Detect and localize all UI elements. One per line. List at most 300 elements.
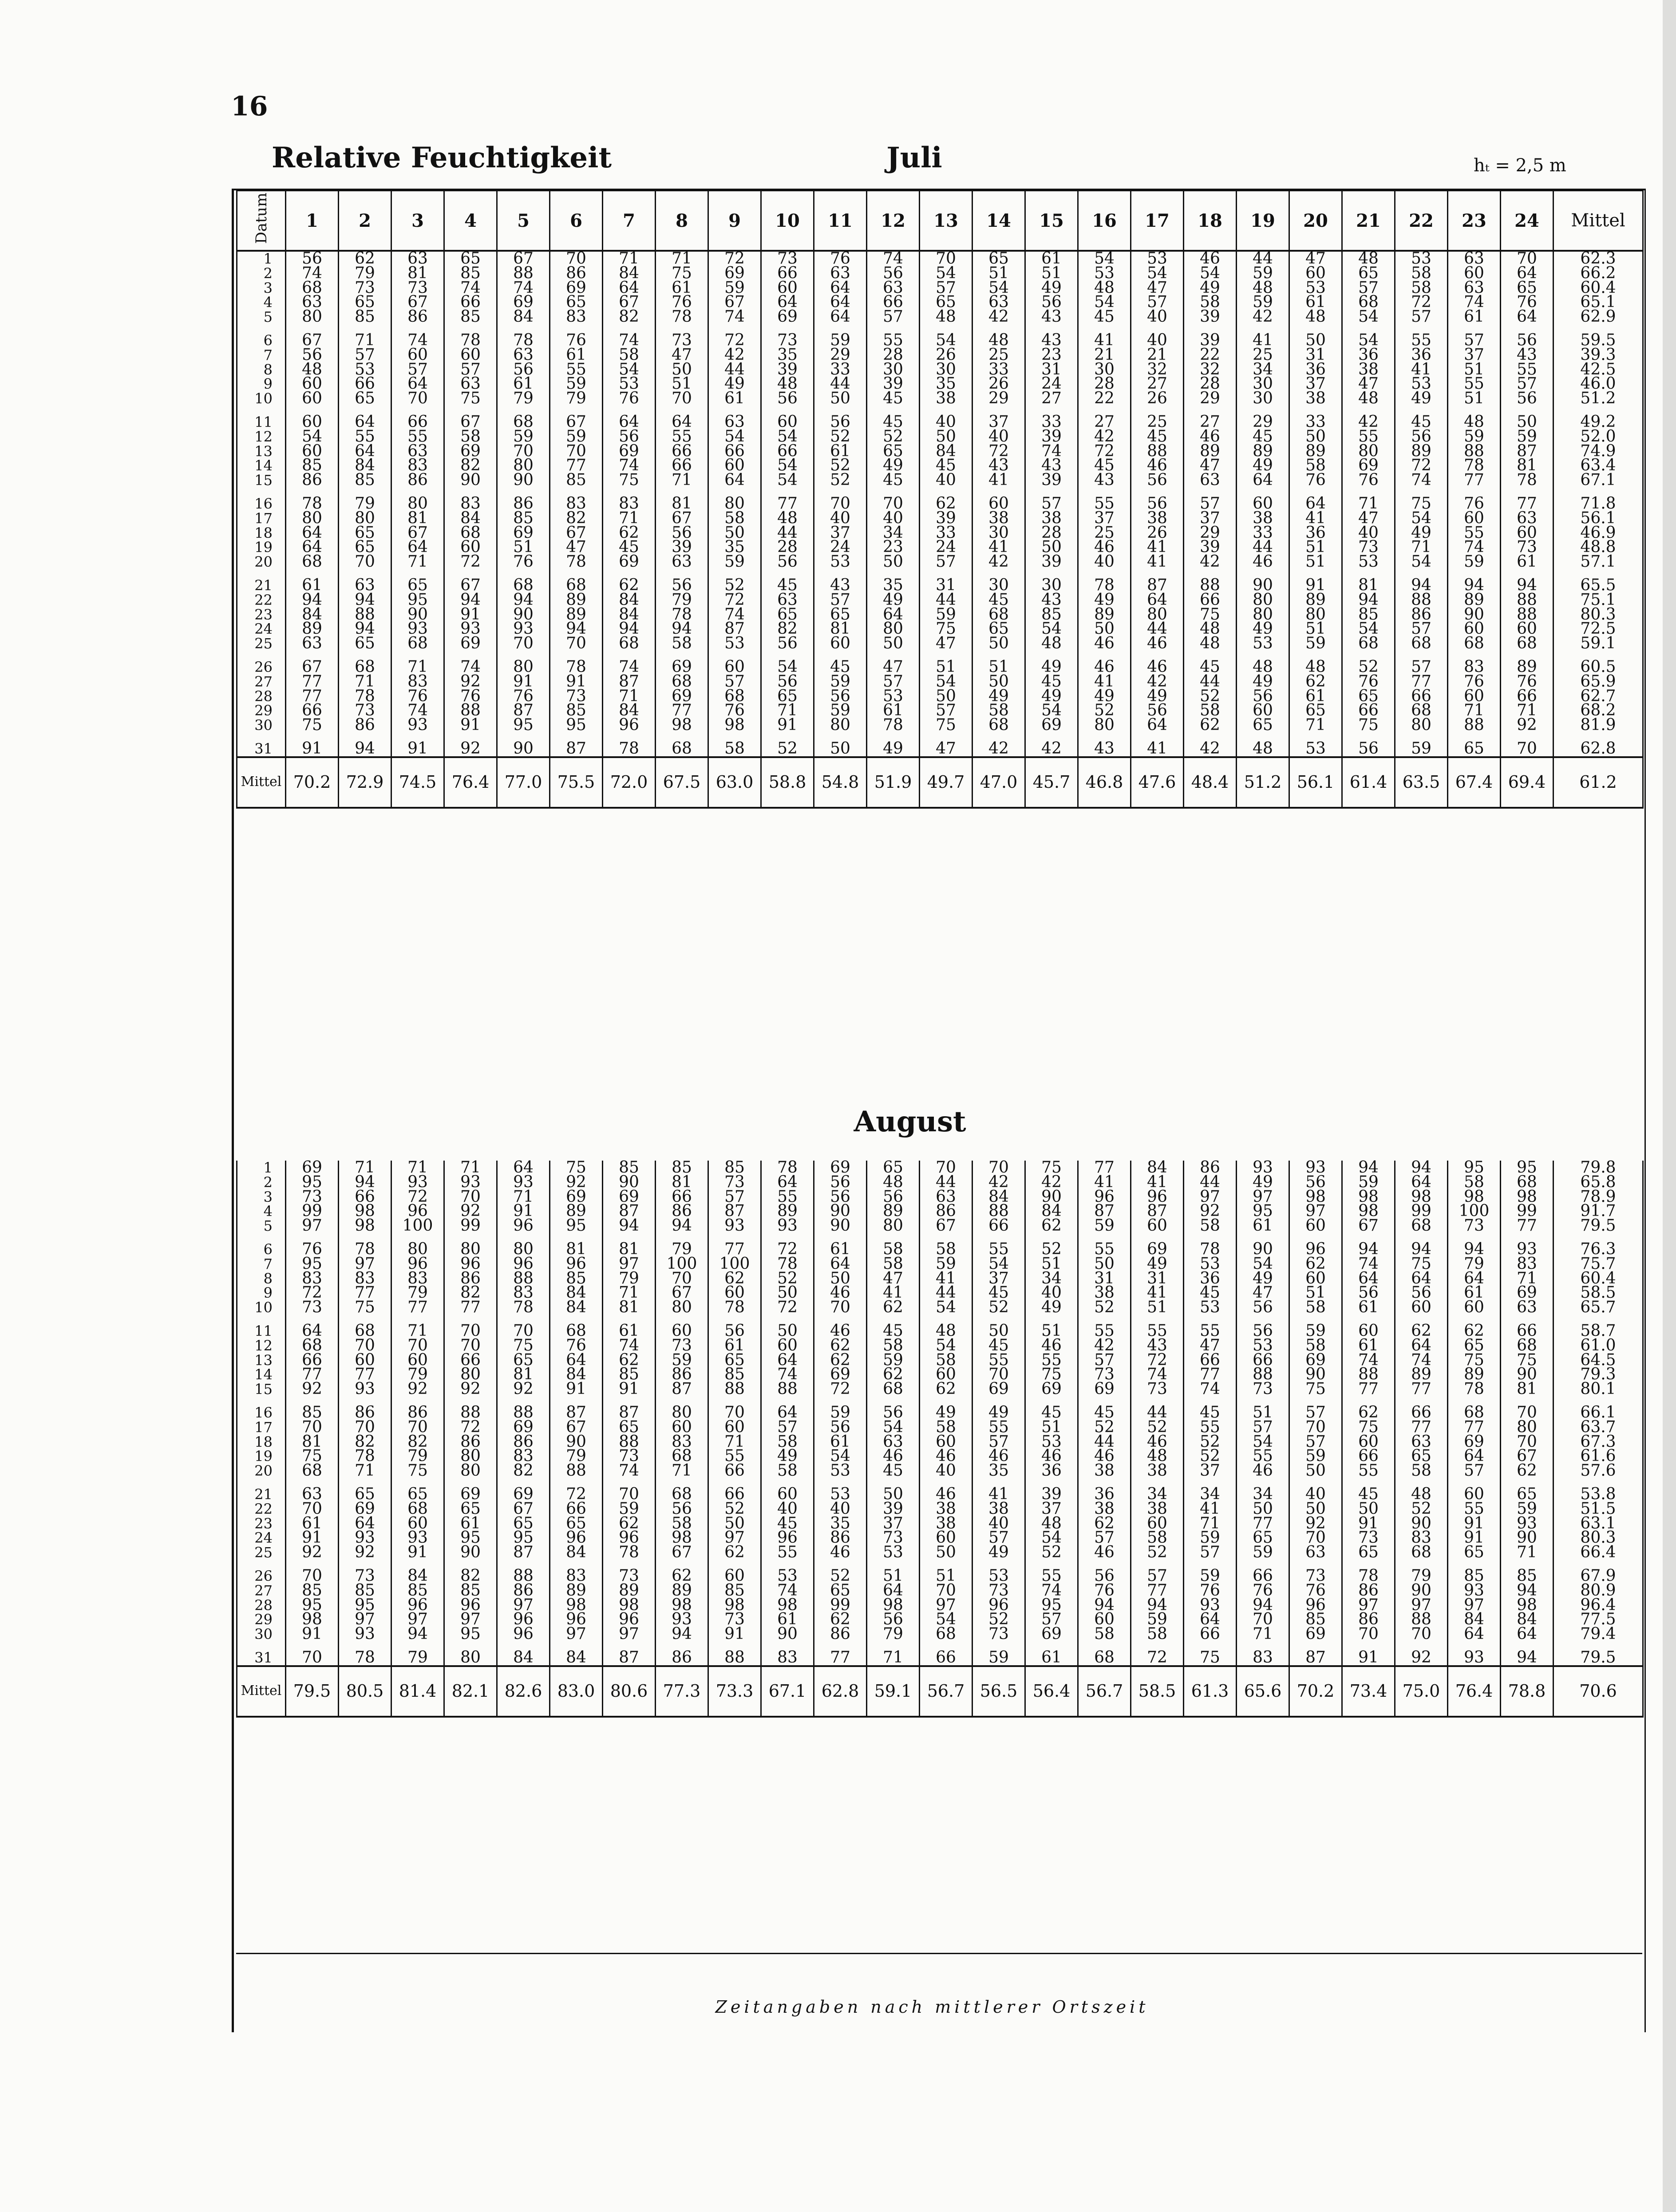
value-cell: 78 bbox=[339, 689, 391, 704]
hourly-mean-cell: 51.2 bbox=[1237, 757, 1289, 808]
value-cell: 63 bbox=[391, 251, 444, 266]
value-cell: 87 bbox=[1501, 444, 1553, 459]
daily-mean-cell: 53.8 bbox=[1553, 1487, 1643, 1502]
value-cell: 74 bbox=[603, 1464, 656, 1478]
daily-mean-cell: 60.4 bbox=[1553, 281, 1643, 296]
value-cell: 95 bbox=[339, 1598, 391, 1613]
value-cell: 86 bbox=[1342, 1584, 1395, 1598]
value-cell: 93 bbox=[391, 1531, 444, 1545]
value-cell: 44 bbox=[1078, 1435, 1131, 1450]
value-cell: 65 bbox=[972, 251, 1025, 266]
value-cell: 66 bbox=[444, 1353, 497, 1368]
value-cell: 64 bbox=[867, 608, 920, 622]
value-cell: 77 bbox=[708, 1242, 761, 1257]
value-cell: 89 bbox=[1078, 608, 1131, 622]
value-cell: 29 bbox=[1184, 391, 1237, 406]
value-cell: 76 bbox=[1448, 675, 1501, 689]
value-cell: 81 bbox=[603, 1242, 656, 1257]
value-cell: 80 bbox=[286, 310, 339, 324]
value-cell: 72 bbox=[1131, 1353, 1184, 1368]
value-cell: 55 bbox=[1448, 377, 1501, 391]
value-cell: 54 bbox=[867, 1420, 920, 1435]
value-cell: 69 bbox=[550, 1190, 603, 1205]
value-cell: 58 bbox=[972, 703, 1025, 718]
value-cell: 96 bbox=[761, 1531, 814, 1545]
value-cell: 55 bbox=[1342, 1464, 1395, 1478]
daily-mean-cell: 61.6 bbox=[1553, 1449, 1643, 1464]
value-cell: 81 bbox=[1342, 578, 1395, 593]
value-cell: 55 bbox=[1395, 333, 1448, 348]
value-cell: 96 bbox=[1289, 1598, 1342, 1613]
value-cell: 74 bbox=[391, 703, 444, 718]
value-cell: 44 bbox=[1237, 540, 1289, 555]
daily-mean-cell: 49.2 bbox=[1553, 415, 1643, 430]
value-cell: 41 bbox=[1184, 1502, 1237, 1517]
value-cell: 77 bbox=[1131, 1584, 1184, 1598]
value-cell: 50 bbox=[1078, 622, 1131, 636]
gap-cell bbox=[237, 1233, 286, 1242]
value-cell: 68 bbox=[603, 636, 656, 651]
hourly-mean-cell: 82.1 bbox=[444, 1666, 497, 1717]
value-cell: 34 bbox=[1237, 1487, 1289, 1502]
value-cell: 84 bbox=[339, 458, 391, 473]
daily-mean-cell: 66.2 bbox=[1553, 266, 1643, 281]
value-cell: 40 bbox=[1342, 526, 1395, 541]
hour-header: 14 bbox=[972, 190, 1025, 251]
value-cell: 60 bbox=[339, 1353, 391, 1368]
value-cell: 77 bbox=[286, 1367, 339, 1382]
hour-header: 8 bbox=[656, 190, 708, 251]
value-cell: 64 bbox=[339, 1517, 391, 1531]
value-cell: 65 bbox=[761, 689, 814, 704]
value-cell: 88 bbox=[972, 1204, 1025, 1219]
hour-header: 22 bbox=[1395, 190, 1448, 251]
value-cell: 77 bbox=[761, 497, 814, 511]
value-cell: 56 bbox=[656, 1502, 708, 1517]
value-cell: 64 bbox=[339, 444, 391, 459]
value-cell: 69 bbox=[1289, 1627, 1342, 1642]
value-cell: 94 bbox=[656, 1627, 708, 1642]
value-cell: 82 bbox=[444, 1286, 497, 1300]
value-cell: 92 bbox=[444, 1382, 497, 1397]
value-cell: 51 bbox=[1289, 555, 1342, 569]
value-cell: 60 bbox=[761, 415, 814, 430]
hourly-mean-cell: 77.0 bbox=[497, 757, 550, 808]
value-cell: 81 bbox=[391, 266, 444, 281]
daily-mean-cell: 60.4 bbox=[1553, 1272, 1643, 1286]
value-cell: 74 bbox=[444, 281, 497, 296]
value-cell: 40 bbox=[814, 511, 867, 526]
value-cell: 71 bbox=[603, 689, 656, 704]
day-cell: 17 bbox=[237, 1420, 286, 1435]
value-cell: 67 bbox=[1342, 1219, 1395, 1233]
value-cell: 76 bbox=[497, 689, 550, 704]
value-cell: 46 bbox=[1131, 660, 1184, 675]
header-row bbox=[237, 190, 1643, 251]
value-cell: 60 bbox=[1501, 622, 1553, 636]
value-cell: 57 bbox=[972, 1531, 1025, 1545]
value-cell: 63 bbox=[497, 348, 550, 363]
value-cell: 80 bbox=[1078, 718, 1131, 733]
value-cell: 66 bbox=[1395, 1406, 1448, 1420]
value-cell: 75 bbox=[1342, 718, 1395, 733]
hour-header: 17 bbox=[1131, 190, 1184, 251]
value-cell: 65 bbox=[1395, 1449, 1448, 1464]
value-cell: 70 bbox=[1501, 742, 1553, 757]
daily-mean-cell: 79.3 bbox=[1553, 1367, 1643, 1382]
table-row bbox=[237, 1300, 1643, 1315]
value-cell: 50 bbox=[814, 391, 867, 406]
value-cell: 57 bbox=[1131, 1569, 1184, 1584]
hourly-mean-cell: 76.4 bbox=[444, 757, 497, 808]
value-cell: 36 bbox=[1289, 363, 1342, 377]
value-cell: 96 bbox=[497, 1627, 550, 1642]
value-cell: 88 bbox=[497, 1272, 550, 1286]
value-cell: 89 bbox=[550, 608, 603, 622]
value-cell: 57 bbox=[1448, 1464, 1501, 1478]
daily-mean-cell: 75.7 bbox=[1553, 1257, 1643, 1272]
value-cell: 60 bbox=[1289, 1272, 1342, 1286]
value-cell: 83 bbox=[761, 1651, 814, 1666]
value-cell: 54 bbox=[1237, 1435, 1289, 1450]
value-cell: 92 bbox=[1289, 1517, 1342, 1531]
value-cell: 92 bbox=[1395, 1651, 1448, 1666]
value-cell: 70 bbox=[1501, 1435, 1553, 1450]
value-cell: 60 bbox=[761, 1339, 814, 1353]
value-cell: 54 bbox=[972, 1257, 1025, 1272]
value-cell: 59 bbox=[708, 281, 761, 296]
value-cell: 71 bbox=[391, 1161, 444, 1175]
value-cell: 85 bbox=[603, 1161, 656, 1175]
value-cell: 46 bbox=[814, 1286, 867, 1300]
value-cell: 53 bbox=[867, 1545, 920, 1560]
value-cell: 60 bbox=[1237, 497, 1289, 511]
value-cell: 57 bbox=[920, 555, 972, 569]
value-cell: 94 bbox=[1342, 593, 1395, 608]
value-cell: 68 bbox=[286, 1464, 339, 1478]
daily-mean-cell: 65.9 bbox=[1553, 675, 1643, 689]
value-cell: 97 bbox=[1289, 1204, 1342, 1219]
value-cell: 66 bbox=[708, 444, 761, 459]
value-cell: 71 bbox=[656, 251, 708, 266]
value-cell: 52 bbox=[1078, 703, 1131, 718]
value-cell: 66 bbox=[1501, 689, 1553, 704]
value-cell: 47 bbox=[656, 348, 708, 363]
value-cell: 33 bbox=[1289, 415, 1342, 430]
value-cell: 24 bbox=[814, 540, 867, 555]
value-cell: 73 bbox=[1131, 1382, 1184, 1397]
value-cell: 61 bbox=[1342, 1300, 1395, 1315]
value-cell: 75 bbox=[1342, 1420, 1395, 1435]
daily-mean-cell: 61.0 bbox=[1553, 1339, 1643, 1353]
value-cell: 89 bbox=[1395, 444, 1448, 459]
value-cell: 49 bbox=[867, 593, 920, 608]
value-cell: 66 bbox=[339, 1190, 391, 1205]
value-cell: 45 bbox=[1184, 660, 1237, 675]
value-cell: 67 bbox=[444, 415, 497, 430]
value-cell: 27 bbox=[1078, 415, 1131, 430]
value-cell: 53 bbox=[1289, 281, 1342, 296]
hourly-mean-cell: 74.5 bbox=[391, 757, 444, 808]
value-cell: 56 bbox=[656, 578, 708, 593]
value-cell: 56 bbox=[867, 266, 920, 281]
value-cell: 67 bbox=[1501, 1449, 1553, 1464]
value-cell: 98 bbox=[603, 1598, 656, 1613]
value-cell: 47 bbox=[1184, 1339, 1237, 1353]
value-cell: 61 bbox=[1237, 1219, 1289, 1233]
value-cell: 45 bbox=[972, 1339, 1025, 1353]
day-cell: 26 bbox=[237, 660, 286, 675]
value-cell: 62 bbox=[814, 1339, 867, 1353]
value-cell: 61 bbox=[814, 1435, 867, 1450]
value-cell: 85 bbox=[1448, 1569, 1501, 1584]
value-cell: 37 bbox=[867, 1517, 920, 1531]
value-cell: 42 bbox=[1342, 415, 1395, 430]
value-cell: 85 bbox=[1025, 608, 1078, 622]
value-cell: 70 bbox=[444, 1190, 497, 1205]
value-cell: 45 bbox=[867, 391, 920, 406]
value-cell: 76 bbox=[391, 689, 444, 704]
value-cell: 49 bbox=[1237, 458, 1289, 473]
value-cell: 43 bbox=[814, 578, 867, 593]
hour-header: 13 bbox=[920, 190, 972, 251]
value-cell: 38 bbox=[1078, 1464, 1131, 1478]
value-cell: 96 bbox=[603, 1612, 656, 1627]
daily-mean-cell: 75.1 bbox=[1553, 593, 1643, 608]
value-cell: 84 bbox=[444, 511, 497, 526]
value-cell: 48 bbox=[1131, 1449, 1184, 1464]
value-cell: 93 bbox=[497, 1175, 550, 1190]
value-cell: 57 bbox=[1448, 333, 1501, 348]
value-cell: 97 bbox=[1448, 1598, 1501, 1613]
daily-mean-cell: 59.5 bbox=[1553, 333, 1643, 348]
value-cell: 40 bbox=[920, 1464, 972, 1478]
value-cell: 88 bbox=[1395, 593, 1448, 608]
value-cell: 66 bbox=[391, 415, 444, 430]
daily-mean-cell: 80.9 bbox=[1553, 1584, 1643, 1598]
value-cell: 49 bbox=[972, 689, 1025, 704]
value-cell: 66 bbox=[444, 295, 497, 310]
value-cell: 89 bbox=[1448, 593, 1501, 608]
value-cell: 59 bbox=[1448, 555, 1501, 569]
value-cell: 60 bbox=[1289, 266, 1342, 281]
day-cell: 17 bbox=[237, 511, 286, 526]
value-cell: 95 bbox=[286, 1175, 339, 1190]
value-cell: 49 bbox=[1237, 1175, 1289, 1190]
value-cell: 82 bbox=[339, 1435, 391, 1450]
value-cell: 56 bbox=[761, 555, 814, 569]
value-cell: 90 bbox=[814, 1219, 867, 1233]
value-cell: 69 bbox=[497, 1420, 550, 1435]
value-cell: 78 bbox=[708, 1300, 761, 1315]
value-cell: 72 bbox=[972, 444, 1025, 459]
value-cell: 81 bbox=[656, 497, 708, 511]
value-cell: 71 bbox=[391, 1324, 444, 1339]
value-cell: 74 bbox=[444, 660, 497, 675]
value-cell: 42 bbox=[972, 1175, 1025, 1190]
value-cell: 48 bbox=[867, 1175, 920, 1190]
value-cell: 71 bbox=[603, 511, 656, 526]
day-cell: 9 bbox=[237, 1286, 286, 1300]
value-cell: 92 bbox=[444, 742, 497, 757]
value-cell: 54 bbox=[761, 430, 814, 444]
hour-header: 3 bbox=[391, 190, 444, 251]
hourly-mean-cell: 56.4 bbox=[1025, 1666, 1078, 1717]
value-cell: 69 bbox=[1025, 1627, 1078, 1642]
value-cell: 56 bbox=[1501, 333, 1553, 348]
value-cell: 58 bbox=[708, 742, 761, 757]
value-cell: 63 bbox=[920, 1190, 972, 1205]
value-cell: 73 bbox=[391, 281, 444, 296]
value-cell: 60 bbox=[761, 281, 814, 296]
value-cell: 63 bbox=[1395, 1435, 1448, 1450]
value-cell: 99 bbox=[286, 1204, 339, 1219]
value-cell: 52 bbox=[761, 1272, 814, 1286]
value-cell: 50 bbox=[1289, 430, 1342, 444]
value-cell: 81 bbox=[1501, 458, 1553, 473]
value-cell: 45 bbox=[867, 415, 920, 430]
value-cell: 65 bbox=[1448, 1545, 1501, 1560]
value-cell: 58 bbox=[1289, 1339, 1342, 1353]
day-cell: 20 bbox=[237, 1464, 286, 1478]
value-cell: 74 bbox=[603, 660, 656, 675]
value-cell: 94 bbox=[656, 1219, 708, 1233]
daily-mean-cell: 63.4 bbox=[1553, 458, 1643, 473]
value-cell: 56 bbox=[761, 391, 814, 406]
day-cell: 18 bbox=[237, 526, 286, 541]
hourly-mean-cell: 59.1 bbox=[867, 1666, 920, 1717]
daily-mean-cell: 62.3 bbox=[1553, 251, 1643, 266]
value-cell: 90 bbox=[814, 1204, 867, 1219]
value-cell: 90 bbox=[497, 608, 550, 622]
value-cell: 49 bbox=[1025, 689, 1078, 704]
value-cell: 87 bbox=[656, 1382, 708, 1397]
value-cell: 80 bbox=[1395, 718, 1448, 733]
value-cell: 86 bbox=[1184, 1161, 1237, 1175]
day-cell: 16 bbox=[237, 497, 286, 511]
value-cell: 55 bbox=[1184, 1324, 1237, 1339]
value-cell: 62 bbox=[339, 251, 391, 266]
daily-mean-cell: 52.0 bbox=[1553, 430, 1643, 444]
value-cell: 84 bbox=[550, 1286, 603, 1300]
value-cell: 62 bbox=[867, 1367, 920, 1382]
value-cell: 80 bbox=[444, 1464, 497, 1478]
hourly-mean-cell: 56.7 bbox=[920, 1666, 972, 1717]
value-cell: 41 bbox=[1131, 540, 1184, 555]
value-cell: 70 bbox=[1501, 1406, 1553, 1420]
value-cell: 43 bbox=[972, 458, 1025, 473]
value-cell: 41 bbox=[1078, 1175, 1131, 1190]
value-cell: 95 bbox=[1025, 1598, 1078, 1613]
day-cell: 8 bbox=[237, 363, 286, 377]
value-cell: 65 bbox=[867, 444, 920, 459]
value-cell: 68 bbox=[1342, 636, 1395, 651]
value-cell: 87 bbox=[497, 1545, 550, 1560]
value-cell: 68 bbox=[1501, 1175, 1553, 1190]
value-cell: 45 bbox=[920, 458, 972, 473]
value-cell: 49 bbox=[1237, 622, 1289, 636]
value-cell: 47 bbox=[867, 660, 920, 675]
value-cell: 80 bbox=[444, 1242, 497, 1257]
value-cell: 63 bbox=[286, 295, 339, 310]
value-cell: 66 bbox=[1184, 1627, 1237, 1642]
value-cell: 85 bbox=[708, 1161, 761, 1175]
value-cell: 56 bbox=[1395, 430, 1448, 444]
value-cell: 56 bbox=[761, 636, 814, 651]
value-cell: 90 bbox=[761, 1627, 814, 1642]
value-cell: 90 bbox=[1025, 1190, 1078, 1205]
value-cell: 64 bbox=[708, 473, 761, 488]
value-cell: 65 bbox=[391, 578, 444, 593]
value-cell: 59 bbox=[920, 608, 972, 622]
value-cell: 96 bbox=[391, 1257, 444, 1272]
value-cell: 58 bbox=[1078, 1627, 1131, 1642]
value-cell: 41 bbox=[1237, 333, 1289, 348]
value-cell: 68 bbox=[550, 578, 603, 593]
value-cell: 75 bbox=[286, 718, 339, 733]
value-cell: 96 bbox=[972, 1598, 1025, 1613]
value-cell: 28 bbox=[761, 540, 814, 555]
value-cell: 70 bbox=[550, 444, 603, 459]
value-cell: 47 bbox=[1131, 281, 1184, 296]
value-cell: 97 bbox=[603, 1257, 656, 1272]
value-cell: 67 bbox=[444, 578, 497, 593]
value-cell: 97 bbox=[920, 1598, 972, 1613]
hourly-mean-cell: 75.0 bbox=[1395, 1666, 1448, 1717]
value-cell: 83 bbox=[497, 1449, 550, 1464]
value-cell: 87 bbox=[1131, 578, 1184, 593]
value-cell: 98 bbox=[1501, 1190, 1553, 1205]
value-cell: 73 bbox=[1501, 540, 1553, 555]
value-cell: 93 bbox=[497, 622, 550, 636]
value-cell: 49 bbox=[1078, 689, 1131, 704]
value-cell: 58 bbox=[1289, 1300, 1342, 1315]
value-cell: 25 bbox=[1078, 526, 1131, 541]
hourly-mean-cell: 81.4 bbox=[391, 1666, 444, 1717]
hourly-mean-cell: 47.6 bbox=[1131, 757, 1184, 808]
value-cell: 85 bbox=[656, 1161, 708, 1175]
value-cell: 68 bbox=[1395, 1219, 1448, 1233]
value-cell: 46 bbox=[1078, 1449, 1131, 1464]
page-edge-shadow bbox=[1663, 0, 1676, 2212]
value-cell: 76 bbox=[1342, 675, 1395, 689]
day-cell: 24 bbox=[237, 1531, 286, 1545]
value-cell: 65 bbox=[603, 1420, 656, 1435]
value-cell: 60 bbox=[920, 1435, 972, 1450]
value-cell: 62 bbox=[1025, 1219, 1078, 1233]
value-cell: 84 bbox=[972, 1190, 1025, 1205]
value-cell: 47 bbox=[550, 540, 603, 555]
hourly-mean-cell: 56.5 bbox=[972, 1666, 1025, 1717]
value-cell: 88 bbox=[550, 1464, 603, 1478]
value-cell: 63 bbox=[1289, 1545, 1342, 1560]
value-cell: 44 bbox=[708, 363, 761, 377]
value-cell: 27 bbox=[1131, 377, 1184, 391]
value-cell: 85 bbox=[1342, 608, 1395, 622]
value-cell: 97 bbox=[339, 1612, 391, 1627]
value-cell: 94 bbox=[1078, 1598, 1131, 1613]
value-cell: 33 bbox=[972, 363, 1025, 377]
value-cell: 97 bbox=[339, 1257, 391, 1272]
value-cell: 83 bbox=[391, 458, 444, 473]
value-cell: 68 bbox=[391, 636, 444, 651]
value-cell: 95 bbox=[550, 718, 603, 733]
value-cell: 79 bbox=[603, 1272, 656, 1286]
value-cell: 75 bbox=[1025, 1367, 1078, 1382]
daily-mean-cell: 65.8 bbox=[1553, 1175, 1643, 1190]
value-cell: 49 bbox=[1237, 1272, 1289, 1286]
value-cell: 65 bbox=[867, 1161, 920, 1175]
